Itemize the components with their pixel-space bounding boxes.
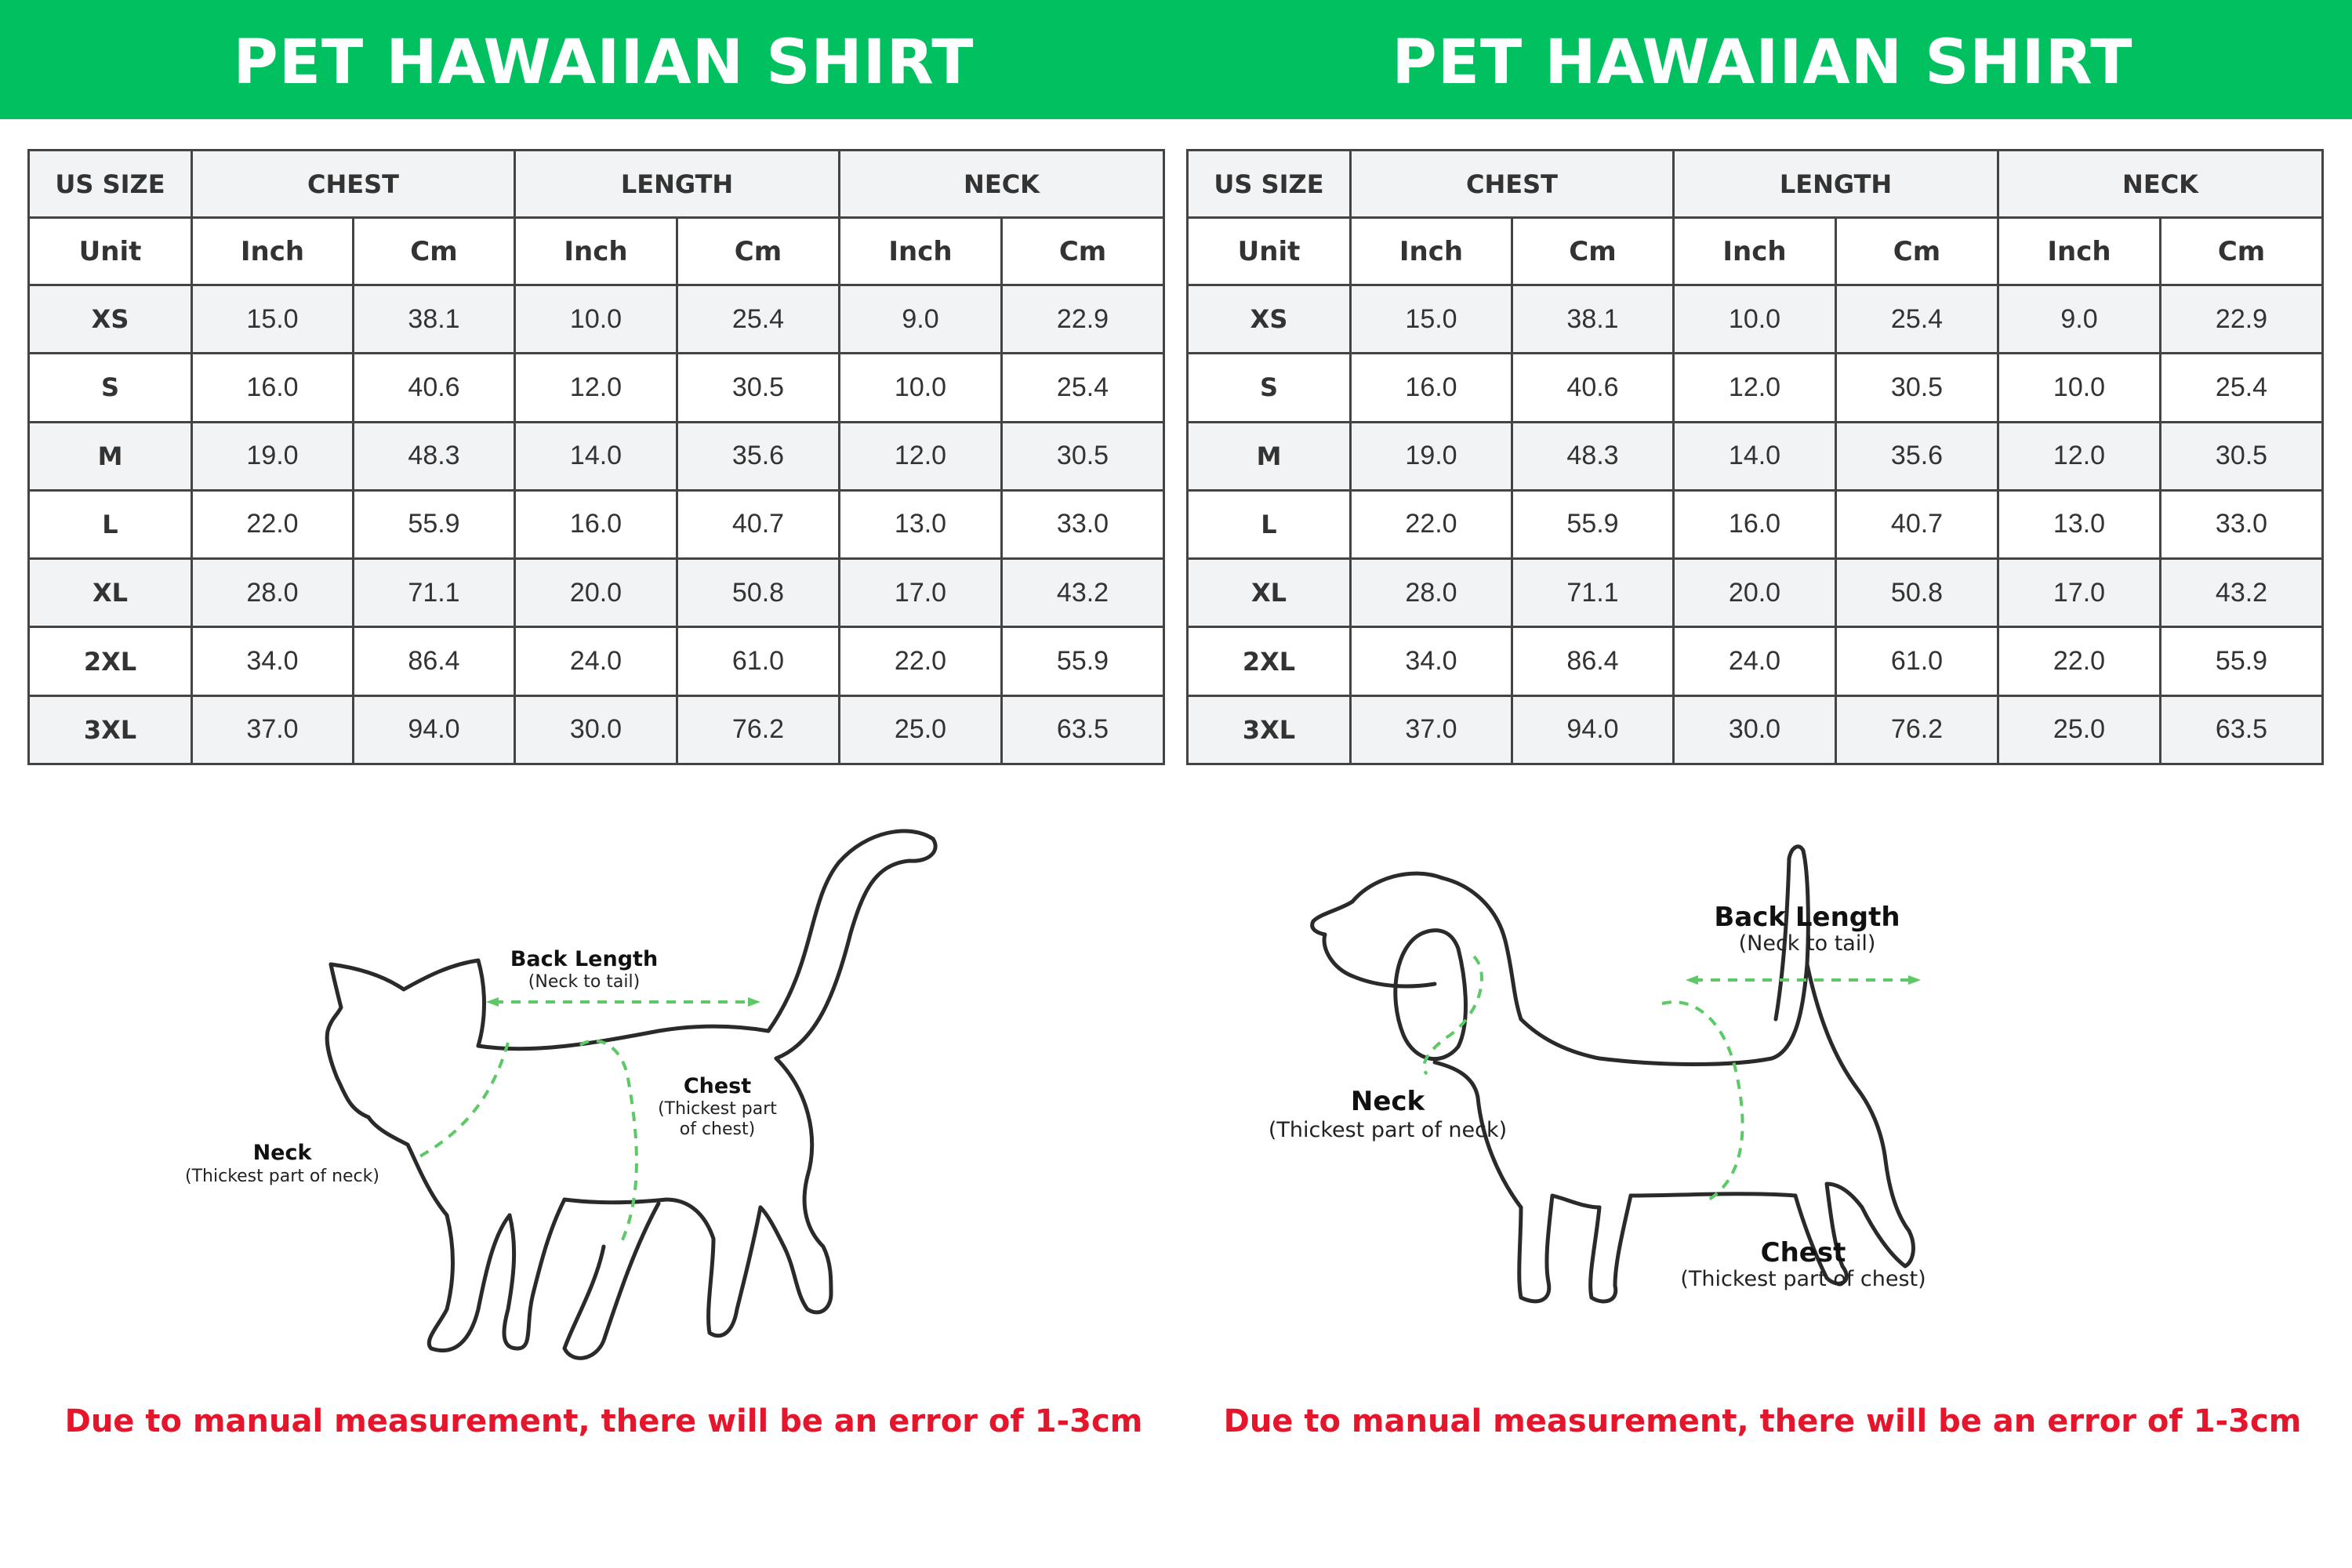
table-cell: 40.7 xyxy=(1836,490,1998,558)
cat-neck-sub: (Thickest part of neck) xyxy=(185,1167,379,1186)
size-cell: L xyxy=(29,490,192,558)
table-cell: 34.0 xyxy=(1351,627,1512,695)
size-cell: XL xyxy=(1188,559,1351,627)
table-cell: 55.9 xyxy=(1002,627,1164,695)
table-cell: 30.5 xyxy=(1002,422,1164,490)
table-cell: 43.2 xyxy=(2161,559,2323,627)
table-cell: 94.0 xyxy=(354,695,515,764)
table-cell: 9.0 xyxy=(840,285,1002,354)
table-cell: 22.9 xyxy=(1002,285,1164,354)
table-cell: 40.7 xyxy=(677,490,840,558)
table-row xyxy=(1188,627,2323,695)
unit-cell: Cm xyxy=(677,218,840,285)
table-row xyxy=(29,559,1164,627)
dog-chest-sub: (Thickest part of chest) xyxy=(1680,1267,1926,1291)
table-cell: 17.0 xyxy=(840,559,1002,627)
table-cell: 86.4 xyxy=(1512,627,1674,695)
table-cell: 38.1 xyxy=(354,285,515,354)
table-cell: 10.0 xyxy=(840,354,1002,422)
header-cell: NECK xyxy=(1998,151,2323,218)
unit-cell: Inch xyxy=(1351,218,1512,285)
table-cell: 13.0 xyxy=(1998,490,2161,558)
table-cell: 33.0 xyxy=(1002,490,1164,558)
table-cell: 16.0 xyxy=(515,490,677,558)
cat-neck-label: Neck xyxy=(252,1141,312,1165)
table-cell: 12.0 xyxy=(1998,422,2161,490)
size-cell: L xyxy=(1188,490,1351,558)
table-cell: 28.0 xyxy=(192,559,354,627)
table-cell: 19.0 xyxy=(1351,422,1512,490)
table-cell: 17.0 xyxy=(1998,559,2161,627)
unit-cell: Cm xyxy=(354,218,515,285)
size-cell: 2XL xyxy=(1188,627,1351,695)
table-cell: 10.0 xyxy=(1998,354,2161,422)
cat-chest-sub-1: (Thickest part xyxy=(658,1099,777,1119)
table-cell: 50.8 xyxy=(677,559,840,627)
dog-neck-sub: (Thickest part of neck) xyxy=(1268,1118,1508,1142)
unit-cell: Inch xyxy=(192,218,354,285)
size-cell: 3XL xyxy=(29,695,192,764)
table-cell: 22.0 xyxy=(1998,627,2161,695)
header-cell: NECK xyxy=(840,151,1164,218)
table-cell: 50.8 xyxy=(1836,559,1998,627)
unit-cell: Cm xyxy=(1512,218,1674,285)
table-cell: 16.0 xyxy=(1674,490,1836,558)
table-cell: 28.0 xyxy=(1351,559,1512,627)
table-cell: 22.0 xyxy=(192,490,354,558)
table-row xyxy=(1188,490,2323,558)
unit-row xyxy=(29,218,1164,285)
table-cell: 55.9 xyxy=(2161,627,2323,695)
cat-chest-sub-2: of chest) xyxy=(679,1120,756,1139)
table-cell: 40.6 xyxy=(354,354,515,422)
table-cell: 38.1 xyxy=(1512,285,1674,354)
table-cell: 76.2 xyxy=(677,695,840,764)
table-cell: 12.0 xyxy=(1674,354,1836,422)
unit-cell: Cm xyxy=(2161,218,2323,285)
table-cell: 20.0 xyxy=(515,559,677,627)
header-cell: LENGTH xyxy=(1674,151,1998,218)
table-cell: 16.0 xyxy=(1351,354,1512,422)
table-cell: 76.2 xyxy=(1836,695,1998,764)
size-cell: S xyxy=(29,354,192,422)
table-cell: 10.0 xyxy=(515,285,677,354)
table-cell: 71.1 xyxy=(1512,559,1674,627)
table-cell: 14.0 xyxy=(1674,422,1836,490)
size-table-left xyxy=(27,149,1165,765)
unit-cell: Unit xyxy=(1188,218,1351,285)
table-row xyxy=(1188,695,2323,764)
table-cell: 37.0 xyxy=(192,695,354,764)
table-cell: 16.0 xyxy=(192,354,354,422)
measurement-note-left: Due to manual measurement, there will be an error of 1-3cm xyxy=(64,1403,1143,1439)
table-cell: 30.5 xyxy=(1836,354,1998,422)
table-cell: 25.0 xyxy=(1998,695,2161,764)
cat-back-length-label: Back Length xyxy=(510,947,659,971)
table-cell: 30.5 xyxy=(2161,422,2323,490)
size-cell: M xyxy=(29,422,192,490)
table-cell: 61.0 xyxy=(677,627,840,695)
size-cell: XS xyxy=(29,285,192,354)
table-cell: 25.4 xyxy=(1836,285,1998,354)
size-cell: XS xyxy=(1188,285,1351,354)
table-cell: 63.5 xyxy=(1002,695,1164,764)
size-cell: M xyxy=(1188,422,1351,490)
dog-measurement-diagram xyxy=(1268,839,2132,1388)
table-cell: 71.1 xyxy=(354,559,515,627)
header-cell: US SIZE xyxy=(1188,151,1351,218)
table-row xyxy=(29,354,1164,422)
unit-cell: Inch xyxy=(1674,218,1836,285)
table-cell: 43.2 xyxy=(1002,559,1164,627)
table-cell: 86.4 xyxy=(354,627,515,695)
table-row xyxy=(29,627,1164,695)
cat-measurement-diagram xyxy=(157,808,956,1372)
dog-back-length-label: Back Length xyxy=(1714,902,1900,933)
unit-cell: Inch xyxy=(840,218,1002,285)
table-cell: 20.0 xyxy=(1674,559,1836,627)
table-cell: 37.0 xyxy=(1351,695,1512,764)
table-cell: 33.0 xyxy=(2161,490,2323,558)
table-row xyxy=(29,285,1164,354)
table-cell: 14.0 xyxy=(515,422,677,490)
size-table-right xyxy=(1186,149,2324,765)
table-cell: 48.3 xyxy=(1512,422,1674,490)
table-cell: 55.9 xyxy=(354,490,515,558)
header-cell: CHEST xyxy=(192,151,515,218)
table-row xyxy=(29,695,1164,764)
table-row xyxy=(29,490,1164,558)
header-row xyxy=(1188,151,2323,218)
table-cell: 12.0 xyxy=(840,422,1002,490)
table-cell: 19.0 xyxy=(192,422,354,490)
table-cell: 15.0 xyxy=(192,285,354,354)
header-cell: CHEST xyxy=(1351,151,1674,218)
unit-cell: Cm xyxy=(1002,218,1164,285)
size-cell: S xyxy=(1188,354,1351,422)
table-cell: 25.4 xyxy=(677,285,840,354)
dog-neck-label: Neck xyxy=(1350,1086,1425,1117)
left-title: PET HAWAIIAN SHIRT xyxy=(233,27,975,98)
dog-chest-label: Chest xyxy=(1760,1237,1846,1269)
right-title: PET HAWAIIAN SHIRT xyxy=(1392,27,2133,98)
table-row xyxy=(1188,422,2323,490)
table-cell: 10.0 xyxy=(1674,285,1836,354)
table-cell: 34.0 xyxy=(192,627,354,695)
unit-cell: Inch xyxy=(1998,218,2161,285)
table-row xyxy=(29,422,1164,490)
table-cell: 48.3 xyxy=(354,422,515,490)
table-cell: 94.0 xyxy=(1512,695,1674,764)
table-cell: 22.0 xyxy=(1351,490,1512,558)
table-cell: 15.0 xyxy=(1351,285,1512,354)
table-cell: 35.6 xyxy=(677,422,840,490)
header-cell: LENGTH xyxy=(515,151,840,218)
size-cell: 2XL xyxy=(29,627,192,695)
table-cell: 22.0 xyxy=(840,627,1002,695)
table-cell: 9.0 xyxy=(1998,285,2161,354)
table-cell: 13.0 xyxy=(840,490,1002,558)
table-cell: 40.6 xyxy=(1512,354,1674,422)
header-banner xyxy=(0,0,2352,119)
table-cell: 35.6 xyxy=(1836,422,1998,490)
table-cell: 63.5 xyxy=(2161,695,2323,764)
table-cell: 61.0 xyxy=(1836,627,1998,695)
table-cell: 30.0 xyxy=(515,695,677,764)
table-cell: 24.0 xyxy=(515,627,677,695)
header-cell: US SIZE xyxy=(29,151,192,218)
dog-back-length-sub: (Neck to tail) xyxy=(1738,931,1876,956)
header-row xyxy=(29,151,1164,218)
table-cell: 55.9 xyxy=(1512,490,1674,558)
table-cell: 30.0 xyxy=(1674,695,1836,764)
size-cell: XL xyxy=(29,559,192,627)
unit-cell: Cm xyxy=(1836,218,1998,285)
table-row xyxy=(1188,559,2323,627)
cat-chest-label: Chest xyxy=(683,1074,752,1098)
size-cell: 3XL xyxy=(1188,695,1351,764)
table-row xyxy=(1188,285,2323,354)
table-cell: 25.4 xyxy=(2161,354,2323,422)
table-cell: 30.5 xyxy=(677,354,840,422)
cat-back-length-sub: (Neck to tail) xyxy=(528,972,641,992)
table-cell: 24.0 xyxy=(1674,627,1836,695)
table-cell: 25.4 xyxy=(1002,354,1164,422)
unit-cell: Inch xyxy=(515,218,677,285)
table-row xyxy=(1188,354,2323,422)
table-cell: 22.9 xyxy=(2161,285,2323,354)
table-cell: 25.0 xyxy=(840,695,1002,764)
table-cell: 12.0 xyxy=(515,354,677,422)
measurement-note-right: Due to manual measurement, there will be an error of 1-3cm xyxy=(1223,1403,2302,1439)
unit-row xyxy=(1188,218,2323,285)
unit-cell: Unit xyxy=(29,218,192,285)
cat-outline-icon xyxy=(157,808,956,1372)
